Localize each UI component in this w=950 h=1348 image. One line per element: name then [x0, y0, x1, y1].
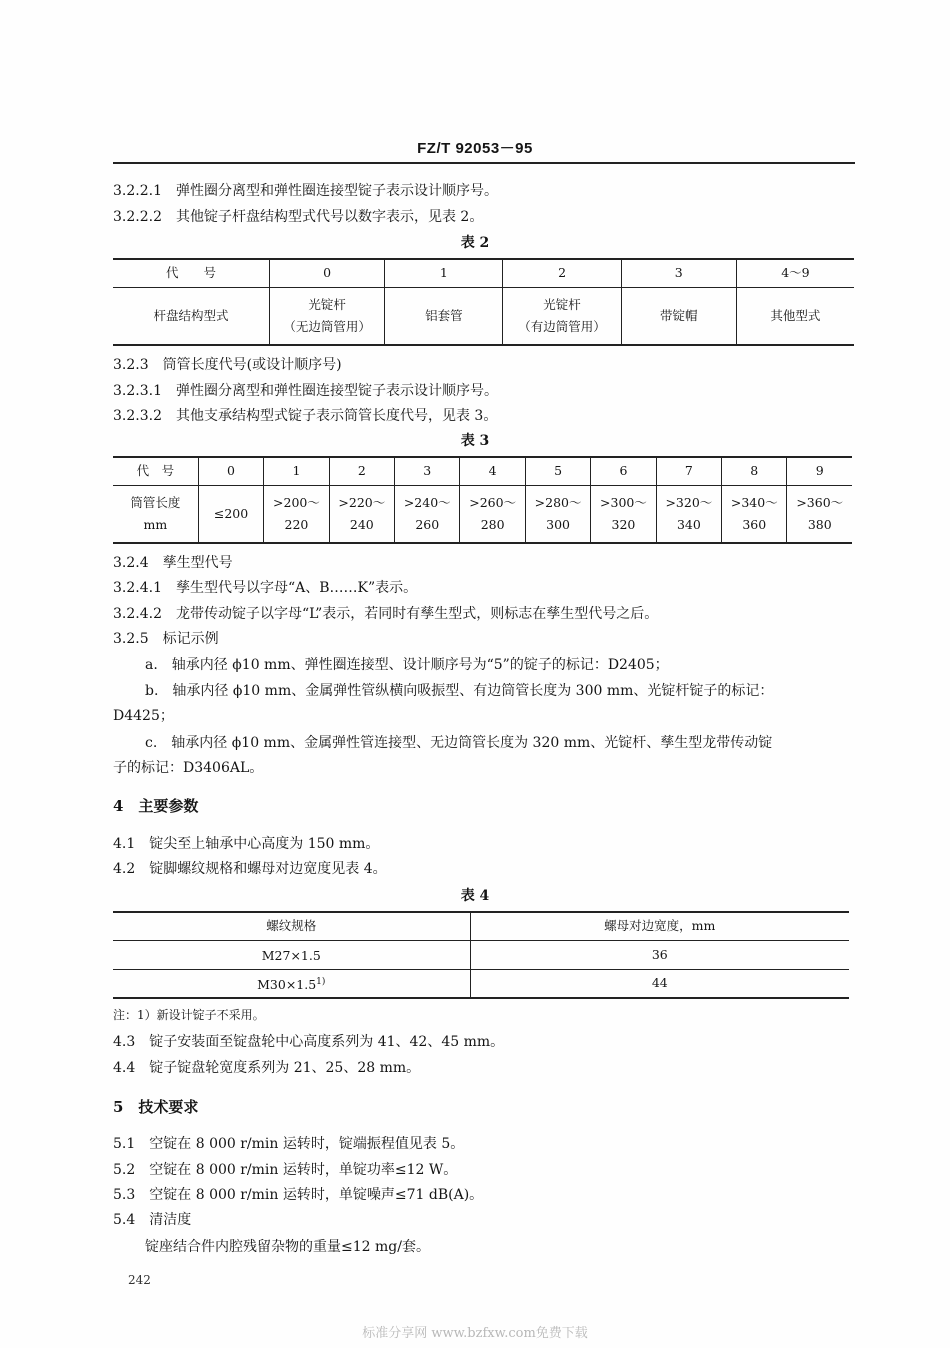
clause-3-2-4-1: 3.2.4.1 孳生型代号以字母“A、B……K”表示。 [113, 580, 418, 596]
table-4-header-row [113, 912, 849, 940]
cell-line: 光锭杆 [543, 296, 581, 312]
cell-line: 筒管长度 [130, 494, 181, 510]
cell-line: 260 [415, 516, 440, 532]
clause-3-2-2-2: 3.2.2.2 其他锭子杆盘结构型式代号以数字表示，见表 2。 [113, 209, 484, 225]
clause-3-2-4-2: 3.2.4.2 龙带传动锭子以字母“L”表示，若同时有孳生型式，则标志在孳生型代号之后。 [113, 606, 659, 622]
example-c-line2: 子的标记：D3406AL。 [113, 760, 264, 776]
table-3-caption: 表 3 [460, 433, 490, 449]
cell-line: >220～ [338, 494, 386, 510]
table-2-code-cell: 3 [621, 259, 736, 287]
cell-line: >240～ [403, 494, 451, 510]
table-3-code-cell: 1 [264, 457, 329, 485]
table-3-value-cell [656, 485, 721, 543]
cell-line: 320 [611, 516, 636, 532]
table-3-row-label [113, 485, 198, 543]
cell-line: 240 [349, 516, 374, 532]
cell-line: 其他型式 [770, 307, 821, 323]
clause-3-2-3-1: 3.2.3.1 弹性圈分离型和弹性圈连接型锭子表示设计顺序号。 [113, 383, 498, 399]
table-3-value-cell [460, 485, 525, 543]
cell-line: （有边筒管用） [518, 318, 606, 334]
nut-width-cell: 36 [470, 940, 849, 969]
table-row [113, 940, 849, 969]
cell-line: 带锭帽 [659, 307, 698, 323]
section-5-title: 5 技术要求 [113, 1098, 199, 1116]
clause-5-3: 5.3 空锭在 8 000 r/min 运转时，单锭噪声≤71 dB(A)。 [113, 1187, 484, 1203]
table-3-value-cell [525, 485, 590, 543]
table-3-code-cell: 3 [395, 457, 460, 485]
table-3-value-cell [264, 485, 329, 543]
watermark-footer: 标准分享网 www.bzfxw.com免费下载 [362, 1326, 588, 1341]
clause-4-4: 4.4 锭子锭盘轮宽度系列为 21、25、28 mm。 [113, 1060, 421, 1076]
clause-3-2-4: 3.2.4 孳生型代号 [113, 555, 233, 571]
thread-spec-cell [113, 940, 470, 969]
cell-line: 光锭杆 [308, 296, 346, 312]
table-3-value-cell [591, 485, 656, 543]
table-4-col1-header: 螺纹规格 [113, 912, 470, 940]
table-2-code-cell: 0 [270, 259, 385, 287]
table-3-code-cell: 4 [460, 457, 525, 485]
cell-line: （无边筒管用） [283, 318, 371, 334]
cell-line: 280 [480, 516, 505, 532]
table-2-value-row [113, 287, 854, 345]
table-2-value-cell [385, 287, 503, 345]
table-2-code-row [113, 259, 854, 287]
clause-5-2: 5.2 空锭在 8 000 r/min 运转时，单锭功率≤12 W。 [113, 1162, 458, 1178]
table-2-code-cell: 4～9 [736, 259, 854, 287]
table-2-value-cell [736, 287, 854, 345]
table-4-col2-header: 螺母对边宽度，mm [470, 912, 849, 940]
table-3-header-label: 代 号 [113, 457, 198, 485]
cell-line: mm [143, 516, 168, 532]
table-2-value-cell [621, 287, 736, 345]
nut-width-cell: 44 [470, 969, 849, 998]
table-2-header-label: 代 号 [113, 259, 270, 287]
clause-3-2-5: 3.2.5 标记示例 [113, 631, 219, 647]
table-row [113, 969, 849, 998]
table-2-row-label: 杆盘结构型式 [113, 287, 270, 345]
table-3-code-cell: 5 [525, 457, 590, 485]
cell-line: ≤200 [213, 505, 249, 521]
cell-line: 360 [742, 516, 767, 532]
table-4 [113, 911, 849, 999]
cell-line: 220 [284, 516, 309, 532]
table-3-value-cell [787, 485, 852, 543]
thread-spec: M30×1.5 [257, 976, 317, 992]
clause-4-1: 4.1 锭尖至上轴承中心高度为 150 mm。 [113, 836, 380, 852]
cell-line: 340 [676, 516, 701, 532]
header-rule [113, 162, 855, 164]
table-3-code-cell: 0 [198, 457, 263, 485]
table-3-code-cell: 8 [722, 457, 787, 485]
table-3-code-cell: 9 [787, 457, 852, 485]
table-2-code-cell: 2 [503, 259, 621, 287]
thread-spec: M27×1.5 [261, 948, 321, 964]
table-3-code-row [113, 457, 852, 485]
clause-4-2: 4.2 锭脚螺纹规格和螺母对边宽度见表 4。 [113, 861, 387, 877]
footnote-ref: 1) [316, 976, 326, 987]
table-2-code-cell: 1 [385, 259, 503, 287]
cell-line: >280～ [534, 494, 582, 510]
table-3-code-cell: 7 [656, 457, 721, 485]
clause-3-2-3-2: 3.2.3.2 其他支承结构型式锭子表示筒管长度代号，见表 3。 [113, 408, 498, 424]
table-3-value-row [113, 485, 852, 543]
clause-3-2-3: 3.2.3 筒管长度代号(或设计顺序号) [113, 357, 342, 373]
clause-4-3: 4.3 锭子安装面至锭盘轮中心高度系列为 41、42、45 mm。 [113, 1034, 505, 1050]
cell-line: >260～ [469, 494, 517, 510]
table-3-code-cell: 2 [329, 457, 394, 485]
example-c-line1: c. 轴承内径 ϕ10 mm、金属弹性管连接型、无边筒管长度为 320 mm、光锭杆、孳生型龙带传动锭 [145, 735, 773, 751]
table-3-value-cell [198, 485, 263, 543]
table-3-code-cell: 6 [591, 457, 656, 485]
cell-line: >360～ [796, 494, 844, 510]
cell-line: >340～ [730, 494, 778, 510]
clause-5-4-text: 锭座结合件内腔残留杂物的重量≤12 mg/套。 [145, 1239, 430, 1255]
table-2-value-cell [270, 287, 385, 345]
cell-line: >300～ [600, 494, 647, 510]
example-b-line2: D4425； [113, 708, 174, 724]
table-3 [113, 456, 852, 544]
table-2 [113, 258, 854, 346]
clause-5-1: 5.1 空锭在 8 000 r/min 运转时，锭端振程值见表 5。 [113, 1136, 465, 1152]
cell-line: >320～ [665, 494, 713, 510]
page-number: 242 [128, 1273, 151, 1287]
table-4-caption: 表 4 [460, 888, 490, 904]
clause-3-2-2-1: 3.2.2.1 弹性圈分离型和弹性圈连接型锭子表示设计顺序号。 [113, 183, 498, 199]
table-3-value-cell [329, 485, 394, 543]
example-a: a. 轴承内径 ϕ10 mm、弹性圈连接型、设计顺序号为“5”的锭子的标记：D2405； [145, 657, 669, 673]
table-2-caption: 表 2 [460, 235, 490, 251]
clause-5-4: 5.4 清洁度 [113, 1212, 192, 1228]
cell-line: 铝套管 [425, 307, 463, 323]
cell-line: 300 [546, 516, 570, 532]
thread-spec-cell [113, 969, 470, 998]
cell-line: 380 [807, 516, 832, 532]
cell-line: >200～ [273, 494, 320, 510]
table-3-value-cell [395, 485, 460, 543]
table-4-note: 注：1）新设计锭子不采用。 [113, 1008, 265, 1022]
example-b-line1: b. 轴承内径 ϕ10 mm、金属弹性管纵横向吸振型、有边筒管长度为 300 mm、光锭杆锭子的标记： [145, 683, 774, 699]
table-2-value-cell [503, 287, 621, 345]
section-4-title: 4 主要参数 [113, 797, 199, 815]
standard-code-header: FZ/T 92053－95 [417, 140, 533, 157]
table-3-value-cell [722, 485, 787, 543]
